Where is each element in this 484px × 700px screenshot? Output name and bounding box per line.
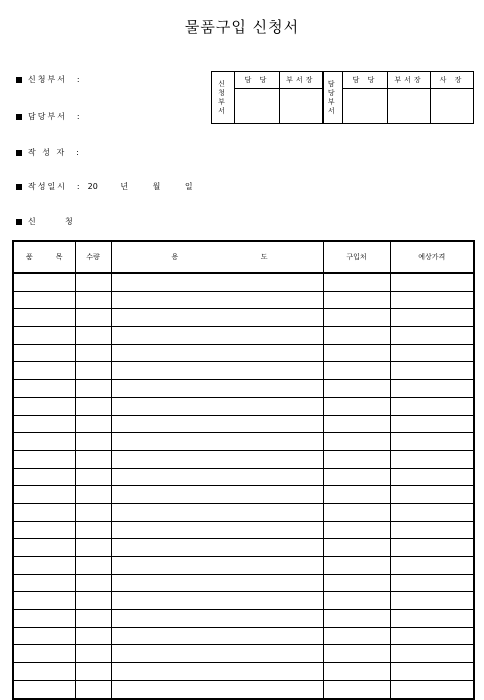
- date-prefix: 20: [87, 182, 98, 191]
- square-bullet-icon: [16, 77, 22, 83]
- table-row: [13, 663, 474, 681]
- cell-use[interactable]: [111, 486, 323, 504]
- cell-qty[interactable]: [75, 663, 111, 681]
- table-row: [13, 433, 474, 451]
- cell-vendor[interactable]: [323, 415, 390, 433]
- cell-price[interactable]: [390, 273, 474, 291]
- cell-qty[interactable]: [75, 574, 111, 592]
- cell-vendor[interactable]: [323, 610, 390, 628]
- table-row: [13, 450, 474, 468]
- cell-qty[interactable]: [75, 397, 111, 415]
- cell-vendor[interactable]: [323, 291, 390, 309]
- cell-vendor[interactable]: [323, 486, 390, 504]
- cell-vendor[interactable]: [323, 450, 390, 468]
- cell-item[interactable]: [13, 557, 75, 575]
- cell-qty[interactable]: [75, 592, 111, 610]
- cell-item[interactable]: [13, 468, 75, 486]
- cell-item[interactable]: [13, 397, 75, 415]
- cell-price[interactable]: [390, 574, 474, 592]
- cell-qty[interactable]: [75, 291, 111, 309]
- cell-use[interactable]: [111, 521, 323, 539]
- cell-use[interactable]: [111, 539, 323, 557]
- signature-cell: [235, 89, 280, 124]
- cell-item[interactable]: [13, 309, 75, 327]
- cell-item[interactable]: [13, 521, 75, 539]
- cell-price[interactable]: [390, 415, 474, 433]
- approval-group-charge-dept: 담 당 부 서: [323, 72, 343, 124]
- table-row: [13, 468, 474, 486]
- table-row: [13, 327, 474, 345]
- table-row: [13, 486, 474, 504]
- request-field: [16, 216, 75, 227]
- cell-price[interactable]: [390, 663, 474, 681]
- cell-price[interactable]: [390, 645, 474, 663]
- approval-header: 사 장: [431, 72, 474, 89]
- approval-header: 부서장: [388, 72, 431, 89]
- table-row: [13, 557, 474, 575]
- cell-vendor[interactable]: [323, 468, 390, 486]
- table-row: [13, 344, 474, 362]
- approval-header: 부서장: [280, 72, 323, 89]
- cell-vendor[interactable]: [323, 645, 390, 663]
- cell-use[interactable]: [111, 433, 323, 451]
- approval-header: 담 당: [343, 72, 388, 89]
- request-label: 신 청: [28, 217, 75, 226]
- cell-use[interactable]: [111, 610, 323, 628]
- charge-dept-field: [16, 111, 80, 122]
- cell-item[interactable]: [13, 663, 75, 681]
- cell-use[interactable]: [111, 503, 323, 521]
- item-table: [12, 240, 475, 700]
- signature-cell: [280, 89, 323, 124]
- cell-price[interactable]: [390, 539, 474, 557]
- cell-item[interactable]: [13, 273, 75, 291]
- cell-item[interactable]: [13, 344, 75, 362]
- cell-qty[interactable]: [75, 344, 111, 362]
- cell-vendor[interactable]: [323, 362, 390, 380]
- cell-item[interactable]: [13, 645, 75, 663]
- cell-price[interactable]: [390, 327, 474, 345]
- table-row: [13, 627, 474, 645]
- cell-use[interactable]: [111, 291, 323, 309]
- col-header-price: 예상가격: [390, 241, 474, 273]
- table-row: [13, 273, 474, 291]
- cell-item[interactable]: [13, 574, 75, 592]
- cell-use[interactable]: [111, 344, 323, 362]
- cell-use[interactable]: [111, 397, 323, 415]
- cell-vendor[interactable]: [323, 273, 390, 291]
- request-dept-colon: :: [76, 75, 80, 84]
- cell-qty[interactable]: [75, 627, 111, 645]
- cell-vendor[interactable]: [323, 433, 390, 451]
- cell-use[interactable]: [111, 450, 323, 468]
- cell-qty[interactable]: [75, 610, 111, 628]
- cell-qty[interactable]: [75, 433, 111, 451]
- cell-price[interactable]: [390, 610, 474, 628]
- table-row: [13, 380, 474, 398]
- cell-vendor[interactable]: [323, 663, 390, 681]
- cell-vendor[interactable]: [323, 680, 390, 698]
- cell-use[interactable]: [111, 557, 323, 575]
- writer-field: [16, 147, 79, 158]
- charge-dept-label: 담당부서: [28, 112, 67, 121]
- cell-item[interactable]: [13, 327, 75, 345]
- square-bullet-icon: [16, 219, 22, 225]
- table-row: [13, 415, 474, 433]
- cell-item[interactable]: [13, 362, 75, 380]
- cell-use[interactable]: [111, 574, 323, 592]
- cell-price[interactable]: [390, 486, 474, 504]
- square-bullet-icon: [16, 150, 22, 156]
- table-row: [13, 503, 474, 521]
- col-header-use: 용 도: [111, 241, 323, 273]
- approval-group-request-dept: 신 청 부 서: [212, 72, 235, 124]
- cell-item[interactable]: [13, 539, 75, 557]
- table-row: [13, 362, 474, 380]
- cell-qty[interactable]: [75, 486, 111, 504]
- cell-vendor[interactable]: [323, 521, 390, 539]
- table-row: [13, 680, 474, 698]
- col-header-vendor: 구입처: [323, 241, 390, 273]
- cell-item[interactable]: [13, 450, 75, 468]
- cell-vendor[interactable]: [323, 344, 390, 362]
- cell-item[interactable]: [13, 433, 75, 451]
- cell-qty[interactable]: [75, 450, 111, 468]
- cell-use[interactable]: [111, 645, 323, 663]
- table-row: [13, 309, 474, 327]
- table-row: [13, 521, 474, 539]
- cell-use[interactable]: [111, 362, 323, 380]
- cell-price[interactable]: [390, 450, 474, 468]
- cell-vendor[interactable]: [323, 327, 390, 345]
- table-row: [13, 645, 474, 663]
- cell-qty[interactable]: [75, 468, 111, 486]
- cell-vendor[interactable]: [323, 592, 390, 610]
- cell-use[interactable]: [111, 327, 323, 345]
- cell-qty[interactable]: [75, 539, 111, 557]
- cell-price[interactable]: [390, 397, 474, 415]
- cell-price[interactable]: [390, 627, 474, 645]
- cell-qty[interactable]: [75, 415, 111, 433]
- cell-qty[interactable]: [75, 680, 111, 698]
- cell-item[interactable]: [13, 592, 75, 610]
- cell-item[interactable]: [13, 627, 75, 645]
- request-dept-field: [16, 74, 80, 85]
- cell-vendor[interactable]: [323, 397, 390, 415]
- square-bullet-icon: [16, 114, 22, 120]
- page-title: 물품구입 신청서: [184, 18, 300, 36]
- cell-qty[interactable]: [75, 645, 111, 663]
- cell-item[interactable]: [13, 503, 75, 521]
- cell-price[interactable]: [390, 680, 474, 698]
- cell-price[interactable]: [390, 362, 474, 380]
- col-header-item: 품 목: [13, 241, 75, 273]
- cell-item[interactable]: [13, 415, 75, 433]
- cell-use[interactable]: [111, 468, 323, 486]
- cell-price[interactable]: [390, 309, 474, 327]
- cell-vendor[interactable]: [323, 557, 390, 575]
- cell-qty[interactable]: [75, 362, 111, 380]
- charge-dept-colon: :: [76, 112, 80, 121]
- cell-use[interactable]: [111, 415, 323, 433]
- cell-price[interactable]: [390, 468, 474, 486]
- table-row: [13, 610, 474, 628]
- cell-vendor[interactable]: [323, 503, 390, 521]
- cell-price[interactable]: [390, 557, 474, 575]
- date-field: [16, 181, 193, 192]
- date-month: 월: [152, 182, 161, 191]
- cell-item[interactable]: [13, 380, 75, 398]
- cell-use[interactable]: [111, 627, 323, 645]
- cell-price[interactable]: [390, 291, 474, 309]
- cell-qty[interactable]: [75, 557, 111, 575]
- date-colon: :: [76, 182, 80, 191]
- cell-price[interactable]: [390, 503, 474, 521]
- cell-use[interactable]: [111, 380, 323, 398]
- cell-vendor[interactable]: [323, 627, 390, 645]
- approval-table: [211, 71, 474, 124]
- table-row: [13, 539, 474, 557]
- table-row: [13, 397, 474, 415]
- cell-qty[interactable]: [75, 309, 111, 327]
- square-bullet-icon: [16, 184, 22, 190]
- date-day: 일: [184, 182, 193, 191]
- cell-price[interactable]: [390, 433, 474, 451]
- date-label: 작성일시: [28, 182, 67, 191]
- table-row: [13, 291, 474, 309]
- cell-price[interactable]: [390, 380, 474, 398]
- cell-item[interactable]: [13, 610, 75, 628]
- writer-colon: :: [76, 148, 79, 157]
- cell-price[interactable]: [390, 521, 474, 539]
- cell-vendor[interactable]: [323, 574, 390, 592]
- cell-qty[interactable]: [75, 521, 111, 539]
- cell-use[interactable]: [111, 592, 323, 610]
- cell-vendor[interactable]: [323, 539, 390, 557]
- cell-price[interactable]: [390, 344, 474, 362]
- cell-use[interactable]: [111, 663, 323, 681]
- cell-qty[interactable]: [75, 273, 111, 291]
- cell-qty[interactable]: [75, 327, 111, 345]
- col-header-qty: 수량: [75, 241, 111, 273]
- approval-header: 담 당: [235, 72, 280, 89]
- signature-cell: [388, 89, 431, 124]
- table-row: [13, 574, 474, 592]
- writer-label: 작 성 자: [28, 148, 67, 157]
- date-year: 년: [120, 182, 129, 191]
- cell-vendor[interactable]: [323, 309, 390, 327]
- cell-qty[interactable]: [75, 503, 111, 521]
- cell-vendor[interactable]: [323, 380, 390, 398]
- cell-use[interactable]: [111, 309, 323, 327]
- cell-use[interactable]: [111, 273, 323, 291]
- signature-cell: [343, 89, 388, 124]
- signature-cell: [431, 89, 474, 124]
- cell-qty[interactable]: [75, 380, 111, 398]
- cell-use[interactable]: [111, 680, 323, 698]
- cell-item[interactable]: [13, 291, 75, 309]
- request-dept-label: 신청부서: [28, 75, 67, 84]
- cell-item[interactable]: [13, 680, 75, 698]
- table-row: [13, 592, 474, 610]
- cell-price[interactable]: [390, 592, 474, 610]
- cell-item[interactable]: [13, 486, 75, 504]
